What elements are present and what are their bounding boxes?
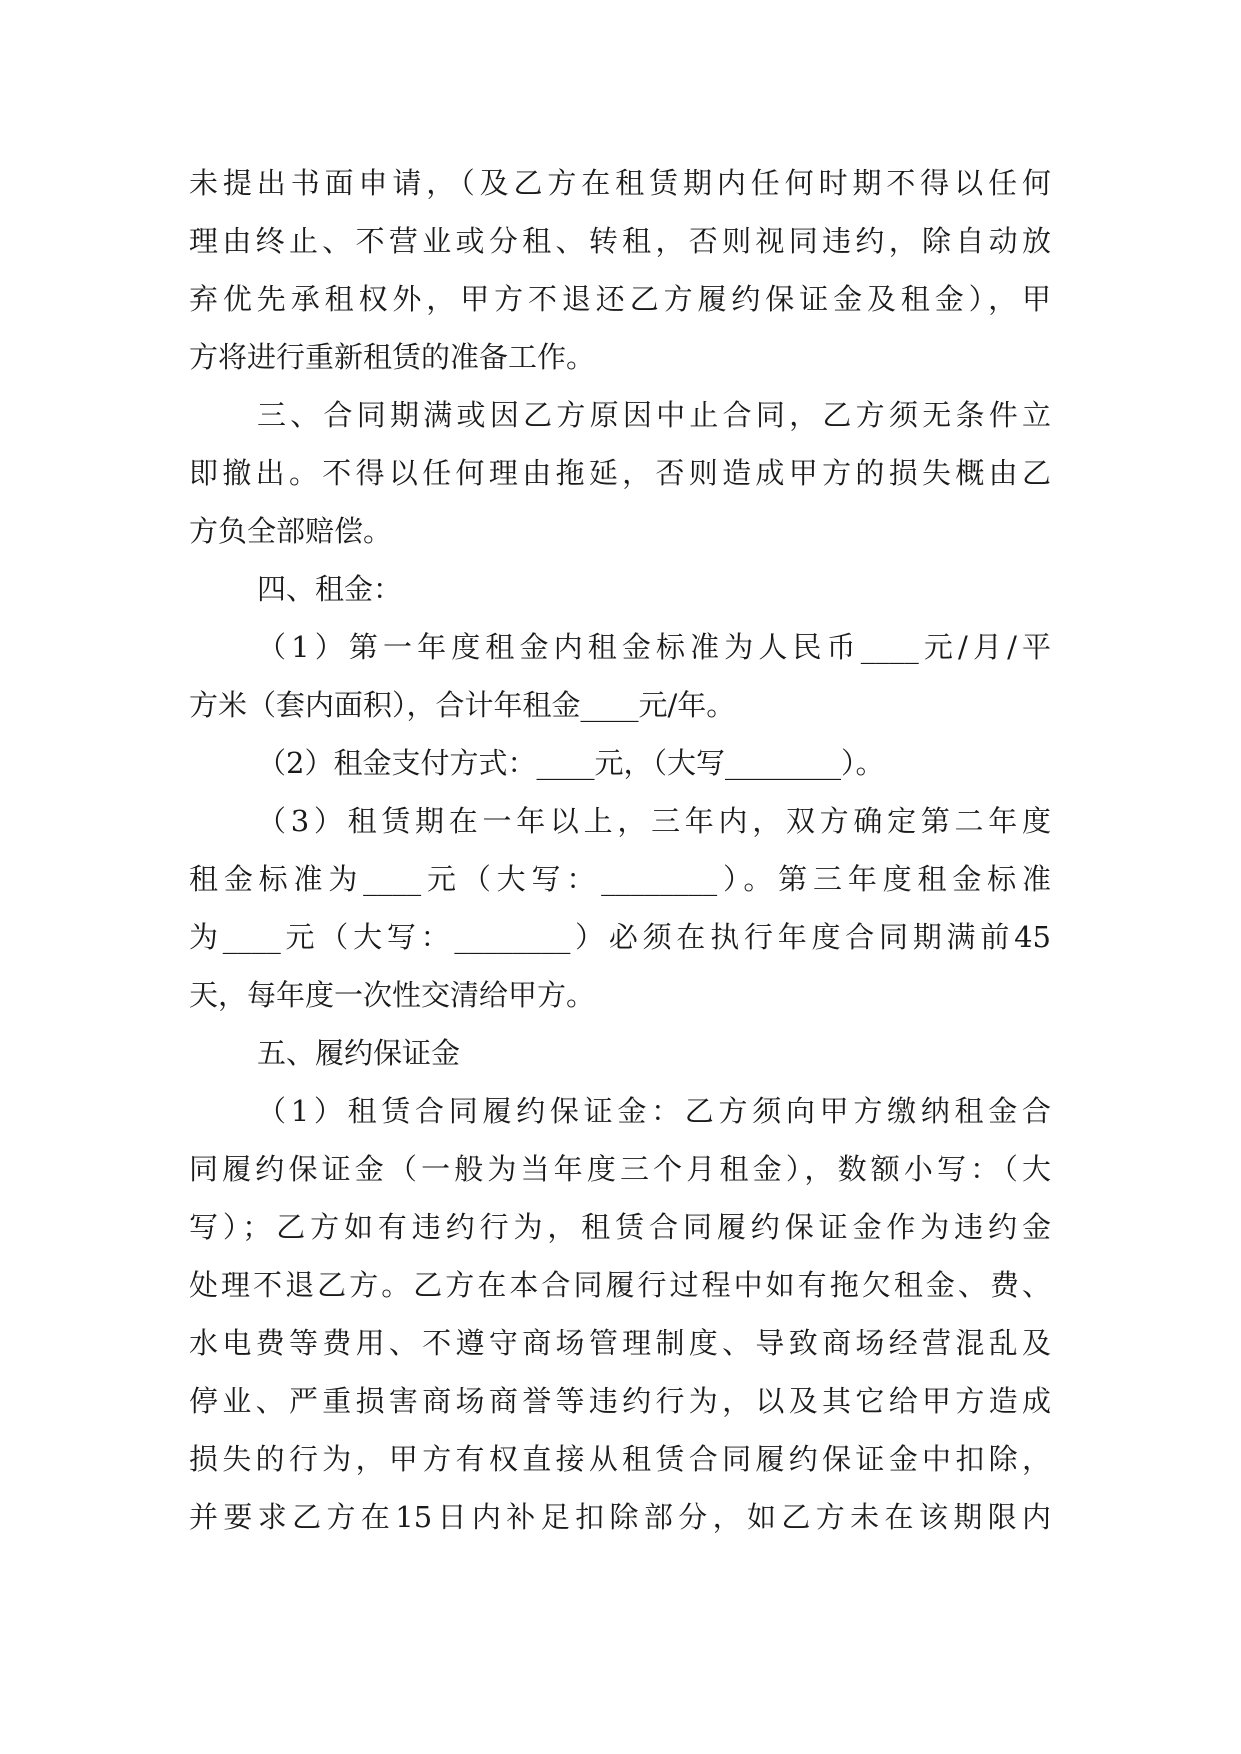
clause-line: （1）第一年度租金内租金标准为人民币____元/月/平 [257,630,1051,664]
text-line: 并要求乙方在15日内补足扣除部分，如乙方未在该期限内 [189,1500,1051,1534]
text-line: 方米（套内面积），合计年租金____元/年。 [189,688,736,722]
section-heading: 三、合同期满或因乙方原因中止合同，乙方须无条件立 [257,398,1051,432]
text-line: 未提出书面申请，（及乙方在租赁期内任何时期不得以任何 [189,166,1051,200]
text-line: 写）；乙方如有违约行为，租赁合同履约保证金作为违约金 [189,1210,1051,1244]
text-line: 方负全部赔偿。 [189,514,393,548]
text-line: 理由终止、不营业或分租、转租，否则视同违约，除自动放 [189,224,1051,258]
text-line: 方将进行重新租赁的准备工作。 [189,340,596,374]
clause-line: （2）租金支付方式：____元，（大写________）。 [257,746,885,780]
text-line: 处理不退乙方。乙方在本合同履行过程中如有拖欠租金、费、 [189,1268,1051,1302]
text-line: 停业、严重损害商场商誉等违约行为，以及其它给甲方造成 [189,1384,1051,1418]
text-line: 损失的行为，甲方有权直接从租赁合同履约保证金中扣除， [189,1442,1051,1476]
text-line: 即撤出。不得以任何理由拖延，否则造成甲方的损失概由乙 [189,456,1051,490]
clause-line: （1）租赁合同履约保证金：乙方须向甲方缴纳租金合 [257,1094,1051,1128]
text-line: 租金标准为____元（大写：________）。第三年度租金标准 [189,862,1051,896]
clause-line: （3）租赁期在一年以上，三年内，双方确定第二年度 [257,804,1051,838]
text-line: 弃优先承租权外，甲方不退还乙方履约保证金及租金），甲 [189,282,1051,316]
text-line: 同履约保证金（一般为当年度三个月租金），数额小写：（大 [189,1152,1051,1186]
section-heading: 四、租金： [257,572,403,606]
text-line: 天，每年度一次性交清给甲方。 [189,978,596,1012]
text-line: 为____元（大写：________）必须在执行年度合同期满前45 [189,920,1051,954]
text-line: 水电费等费用、不遵守商场管理制度、导致商场经营混乱及 [189,1326,1051,1360]
section-heading: 五、履约保证金 [257,1036,461,1070]
